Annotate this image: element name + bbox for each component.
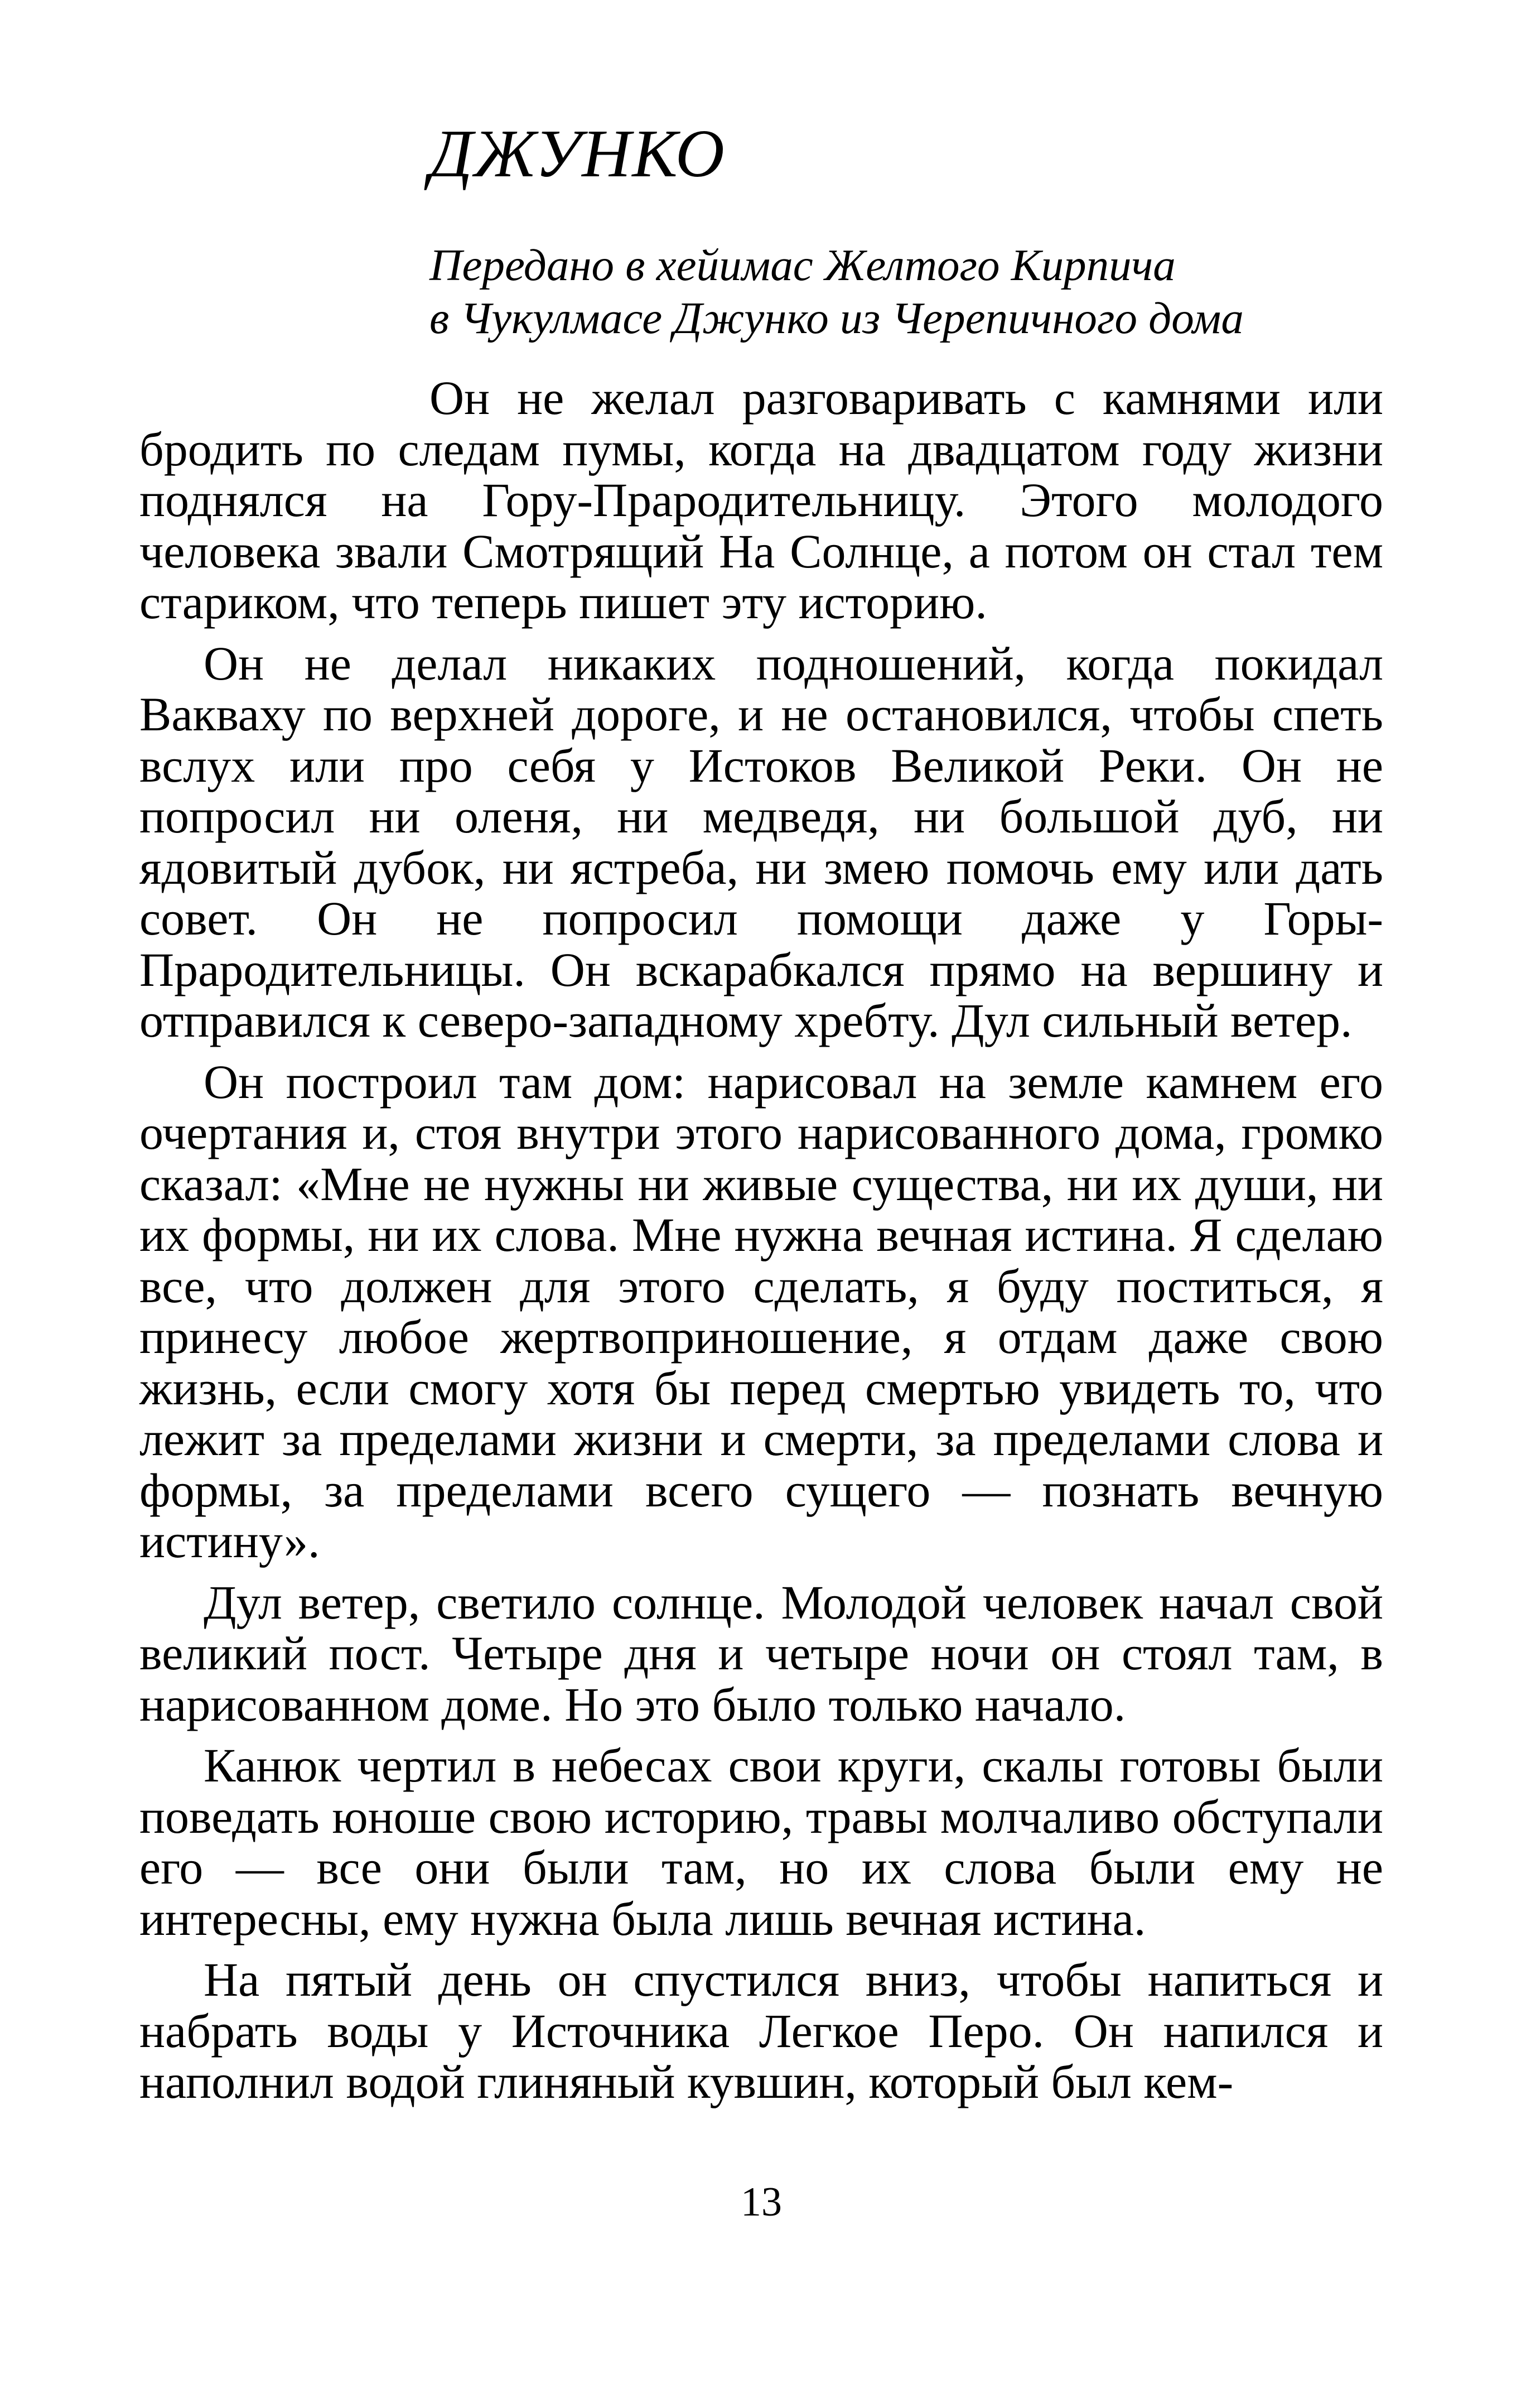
paragraph: Канюк чертил в небесах свои круги, скалы готовы были поведать юноше свою историю, травы молчаливо обступали его — все они были там, но их слова были ему не интересны, ему нужна была лишь вечная истина. — [139, 1738, 1383, 1945]
paragraph: Он построил там дом: нарисовал на земле камнем его очертания и, стоя внутри этого нарисованного дома, громко сказал: «Мне не нужны ни живые существа, ни их души, ни их формы, ни их слова. Мне нужна вечная истина. Я сделаю все, что должен для этого сделать, я буду поститься, я принесу любое жертвоприношение, я отдам даже свою жизнь, если смогу хотя бы перед смертью увидеть то, что лежит за пределами жизни и смерти, за пределами слова и формы, за пределами всего сущего — познать вечную истину». — [139, 1054, 1383, 1568]
book-page — [139, 0, 1383, 2408]
body-text — [139, 373, 1383, 2118]
epigraph — [429, 239, 1383, 345]
chapter-title: ДЖУНКО — [429, 116, 726, 191]
epigraph-line: в Чукулмасе Джунко из Черепичного дома — [429, 293, 1244, 343]
paragraph: Он не делал никаких подношений, когда покидал Вакваху по верхней дороге, и не остановился, чтобы спеть вслух или про себя у Истоков Великой Реки. Он не попросил ни оленя, ни медведя, ни большой дуб, ни ядовитый дубок, ни ястреба, ни змею помочь ему или дать совет. Он не попросил помощи даже у Горы-Прародительницы. Он вскарабкался прямо на вершину и отправился к северо-западному хребту. Дул сильный ветер. — [139, 636, 1383, 1047]
paragraph: На пятый день он спустился вниз, чтобы напиться и набрать воды у Источника Легкое Перо. Он напился и наполнил водой глиняный кувшин, который был кем- — [139, 1953, 1383, 2108]
paragraph: Дул ветер, светило солнце. Молодой человек начал свой великий пост. Четыре дня и четыре ночи он стоял там, в нарисованном доме. Но это было только начало. — [139, 1575, 1383, 1731]
paragraph: Он не желал разговаривать с камнями или бродить по следам пумы, когда на двадцатом году жизни поднялся на Гору-Прародительницу. Этого молодого человека звали Смотрящий На Солнце, а потом он стал тем стариком, что теперь пишет эту историю. — [139, 371, 1383, 629]
epigraph-line: Передано в хейимас Желтого Кирпича — [429, 240, 1176, 290]
page-number: 13 — [741, 2179, 782, 2225]
